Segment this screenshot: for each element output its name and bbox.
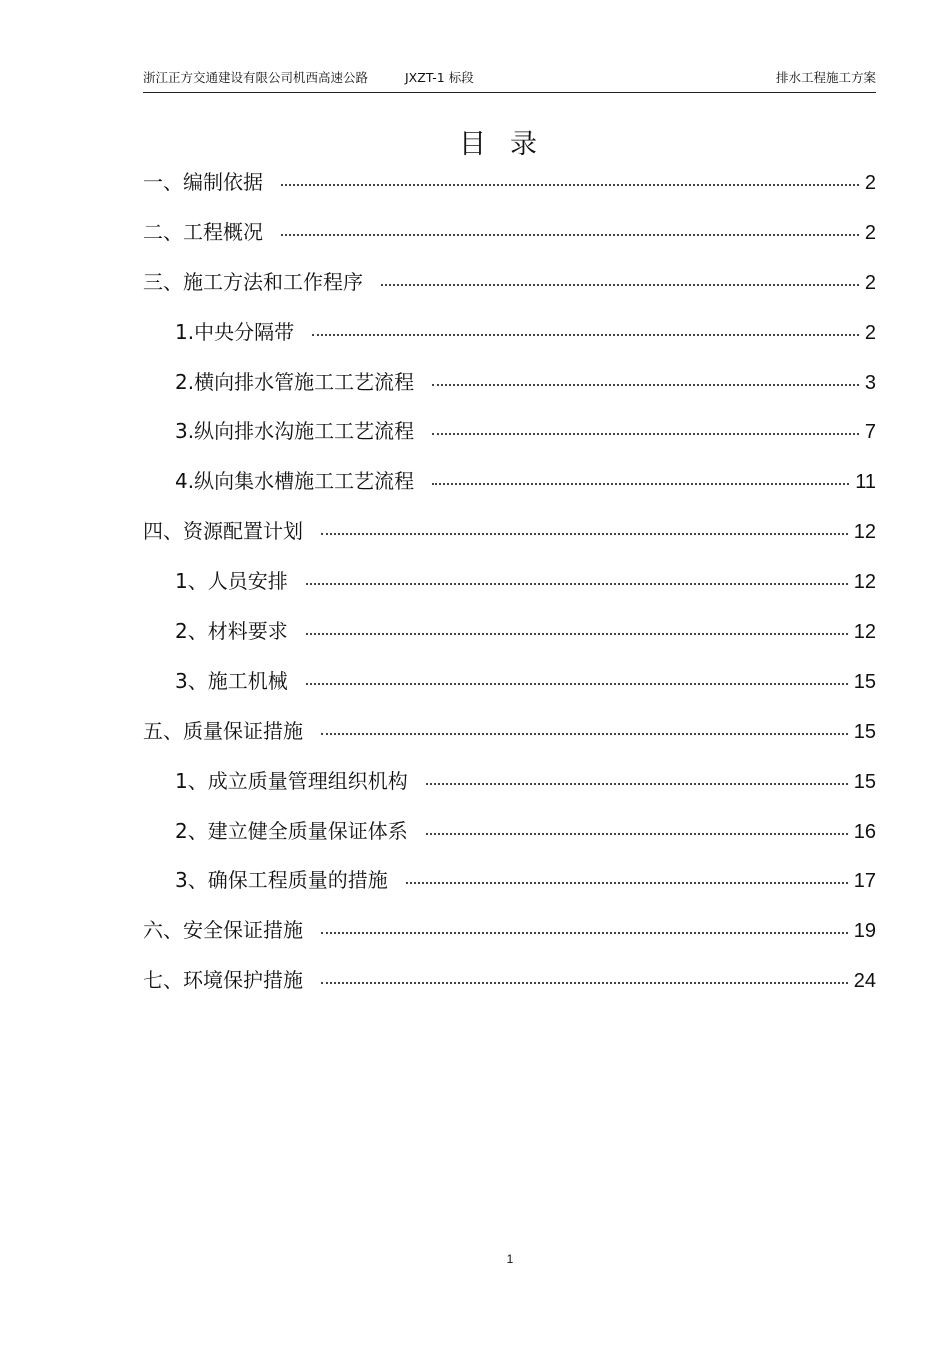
toc-entry[interactable]	[143, 513, 876, 563]
toc-entry-label: 2、建立健全质量保证体系	[175, 818, 408, 843]
toc-entry-page: 3	[864, 371, 876, 394]
toc-entry[interactable]	[143, 962, 876, 1012]
toc-entry-page: 12	[853, 621, 876, 644]
toc-entry-page: 11	[855, 471, 876, 494]
toc-dot-leader	[281, 184, 859, 186]
toc-entry[interactable]	[143, 862, 876, 912]
page-header	[143, 66, 876, 93]
toc-entry-label: 3、确保工程质量的措施	[175, 868, 388, 893]
header-section: JXZT-1 标段	[405, 70, 474, 85]
toc-dot-leader	[406, 882, 848, 884]
toc-entry-label: 3.纵向排水沟施工工艺流程	[175, 419, 415, 444]
toc-entry-label: 1、成立质量管理组织机构	[175, 768, 408, 793]
toc-entry-label: 2.横向排水管施工工艺流程	[175, 369, 415, 394]
toc-entry[interactable]	[143, 413, 876, 463]
toc-entry-page: 16	[853, 820, 876, 843]
toc-entry-page: 2	[864, 271, 876, 294]
toc-entry-page: 2	[864, 172, 876, 194]
toc-entry[interactable]	[143, 563, 876, 613]
toc-entry[interactable]	[143, 613, 876, 663]
toc-entry-page: 2	[864, 221, 876, 244]
toc-entry[interactable]	[143, 813, 876, 863]
toc-entry[interactable]	[143, 264, 876, 314]
toc-entry[interactable]	[143, 463, 876, 513]
toc-dot-leader	[306, 583, 848, 585]
toc-dot-leader	[312, 334, 859, 336]
toc-entry-label: 七、环境保护措施	[143, 968, 303, 993]
toc-dot-leader	[281, 234, 859, 236]
toc-entry-label: 四、资源配置计划	[143, 519, 303, 544]
header-document-title: 排水工程施工方案	[775, 70, 876, 85]
toc-entry[interactable]	[143, 713, 876, 763]
toc-entry-label: 三、施工方法和工作程序	[143, 269, 363, 294]
toc-entry-label: 1.中央分隔带	[175, 319, 295, 344]
toc-dot-leader	[432, 483, 849, 485]
toc-dot-leader	[321, 733, 848, 735]
toc-entry-page: 17	[853, 870, 876, 893]
toc-entry-label: 2、材料要求	[175, 619, 288, 644]
toc-entry-page: 7	[864, 421, 876, 444]
toc-dot-leader	[306, 633, 848, 635]
toc-dot-leader	[321, 982, 848, 984]
toc-dot-leader	[321, 932, 848, 934]
toc-entry-page: 24	[853, 970, 876, 993]
toc-entry-label: 五、质量保证措施	[143, 718, 303, 743]
toc-entry-page: 12	[853, 521, 876, 544]
toc-dot-leader	[432, 433, 859, 435]
toc-entry-label: 1、人员安排	[175, 569, 288, 594]
toc-entry[interactable]	[143, 214, 876, 264]
toc-entry[interactable]	[143, 364, 876, 414]
toc-entry-page: 12	[853, 571, 876, 594]
toc-entry-label: 一、编制依据	[143, 170, 263, 194]
toc-entry-page: 19	[853, 920, 876, 943]
toc-entry[interactable]	[143, 164, 876, 214]
toc-dot-leader	[432, 384, 859, 386]
toc-dot-leader	[306, 683, 848, 685]
toc-entry-label: 3、施工机械	[175, 668, 288, 693]
header-company: 浙江正方交通建设有限公司机西高速公路	[143, 70, 369, 85]
page-number: 1	[506, 1252, 514, 1266]
toc-title: 目录	[459, 129, 561, 160]
toc-entry-label: 六、安全保证措施	[143, 918, 303, 943]
toc-entry-label: 4.纵向集水槽施工工艺流程	[175, 469, 415, 494]
toc-entry-page: 15	[853, 770, 876, 793]
toc-entry[interactable]	[143, 314, 876, 364]
table-of-contents	[143, 164, 876, 1012]
toc-entry[interactable]	[143, 763, 876, 813]
toc-dot-leader	[426, 833, 848, 835]
toc-dot-leader	[426, 783, 848, 785]
toc-entry-page: 2	[864, 321, 876, 344]
toc-entry-page: 15	[853, 720, 876, 743]
toc-entry[interactable]	[143, 912, 876, 962]
toc-entry-page: 15	[853, 670, 876, 693]
toc-dot-leader	[321, 533, 848, 535]
toc-dot-leader	[381, 284, 859, 286]
toc-entry[interactable]	[143, 663, 876, 713]
toc-entry-label: 二、工程概况	[143, 219, 263, 244]
